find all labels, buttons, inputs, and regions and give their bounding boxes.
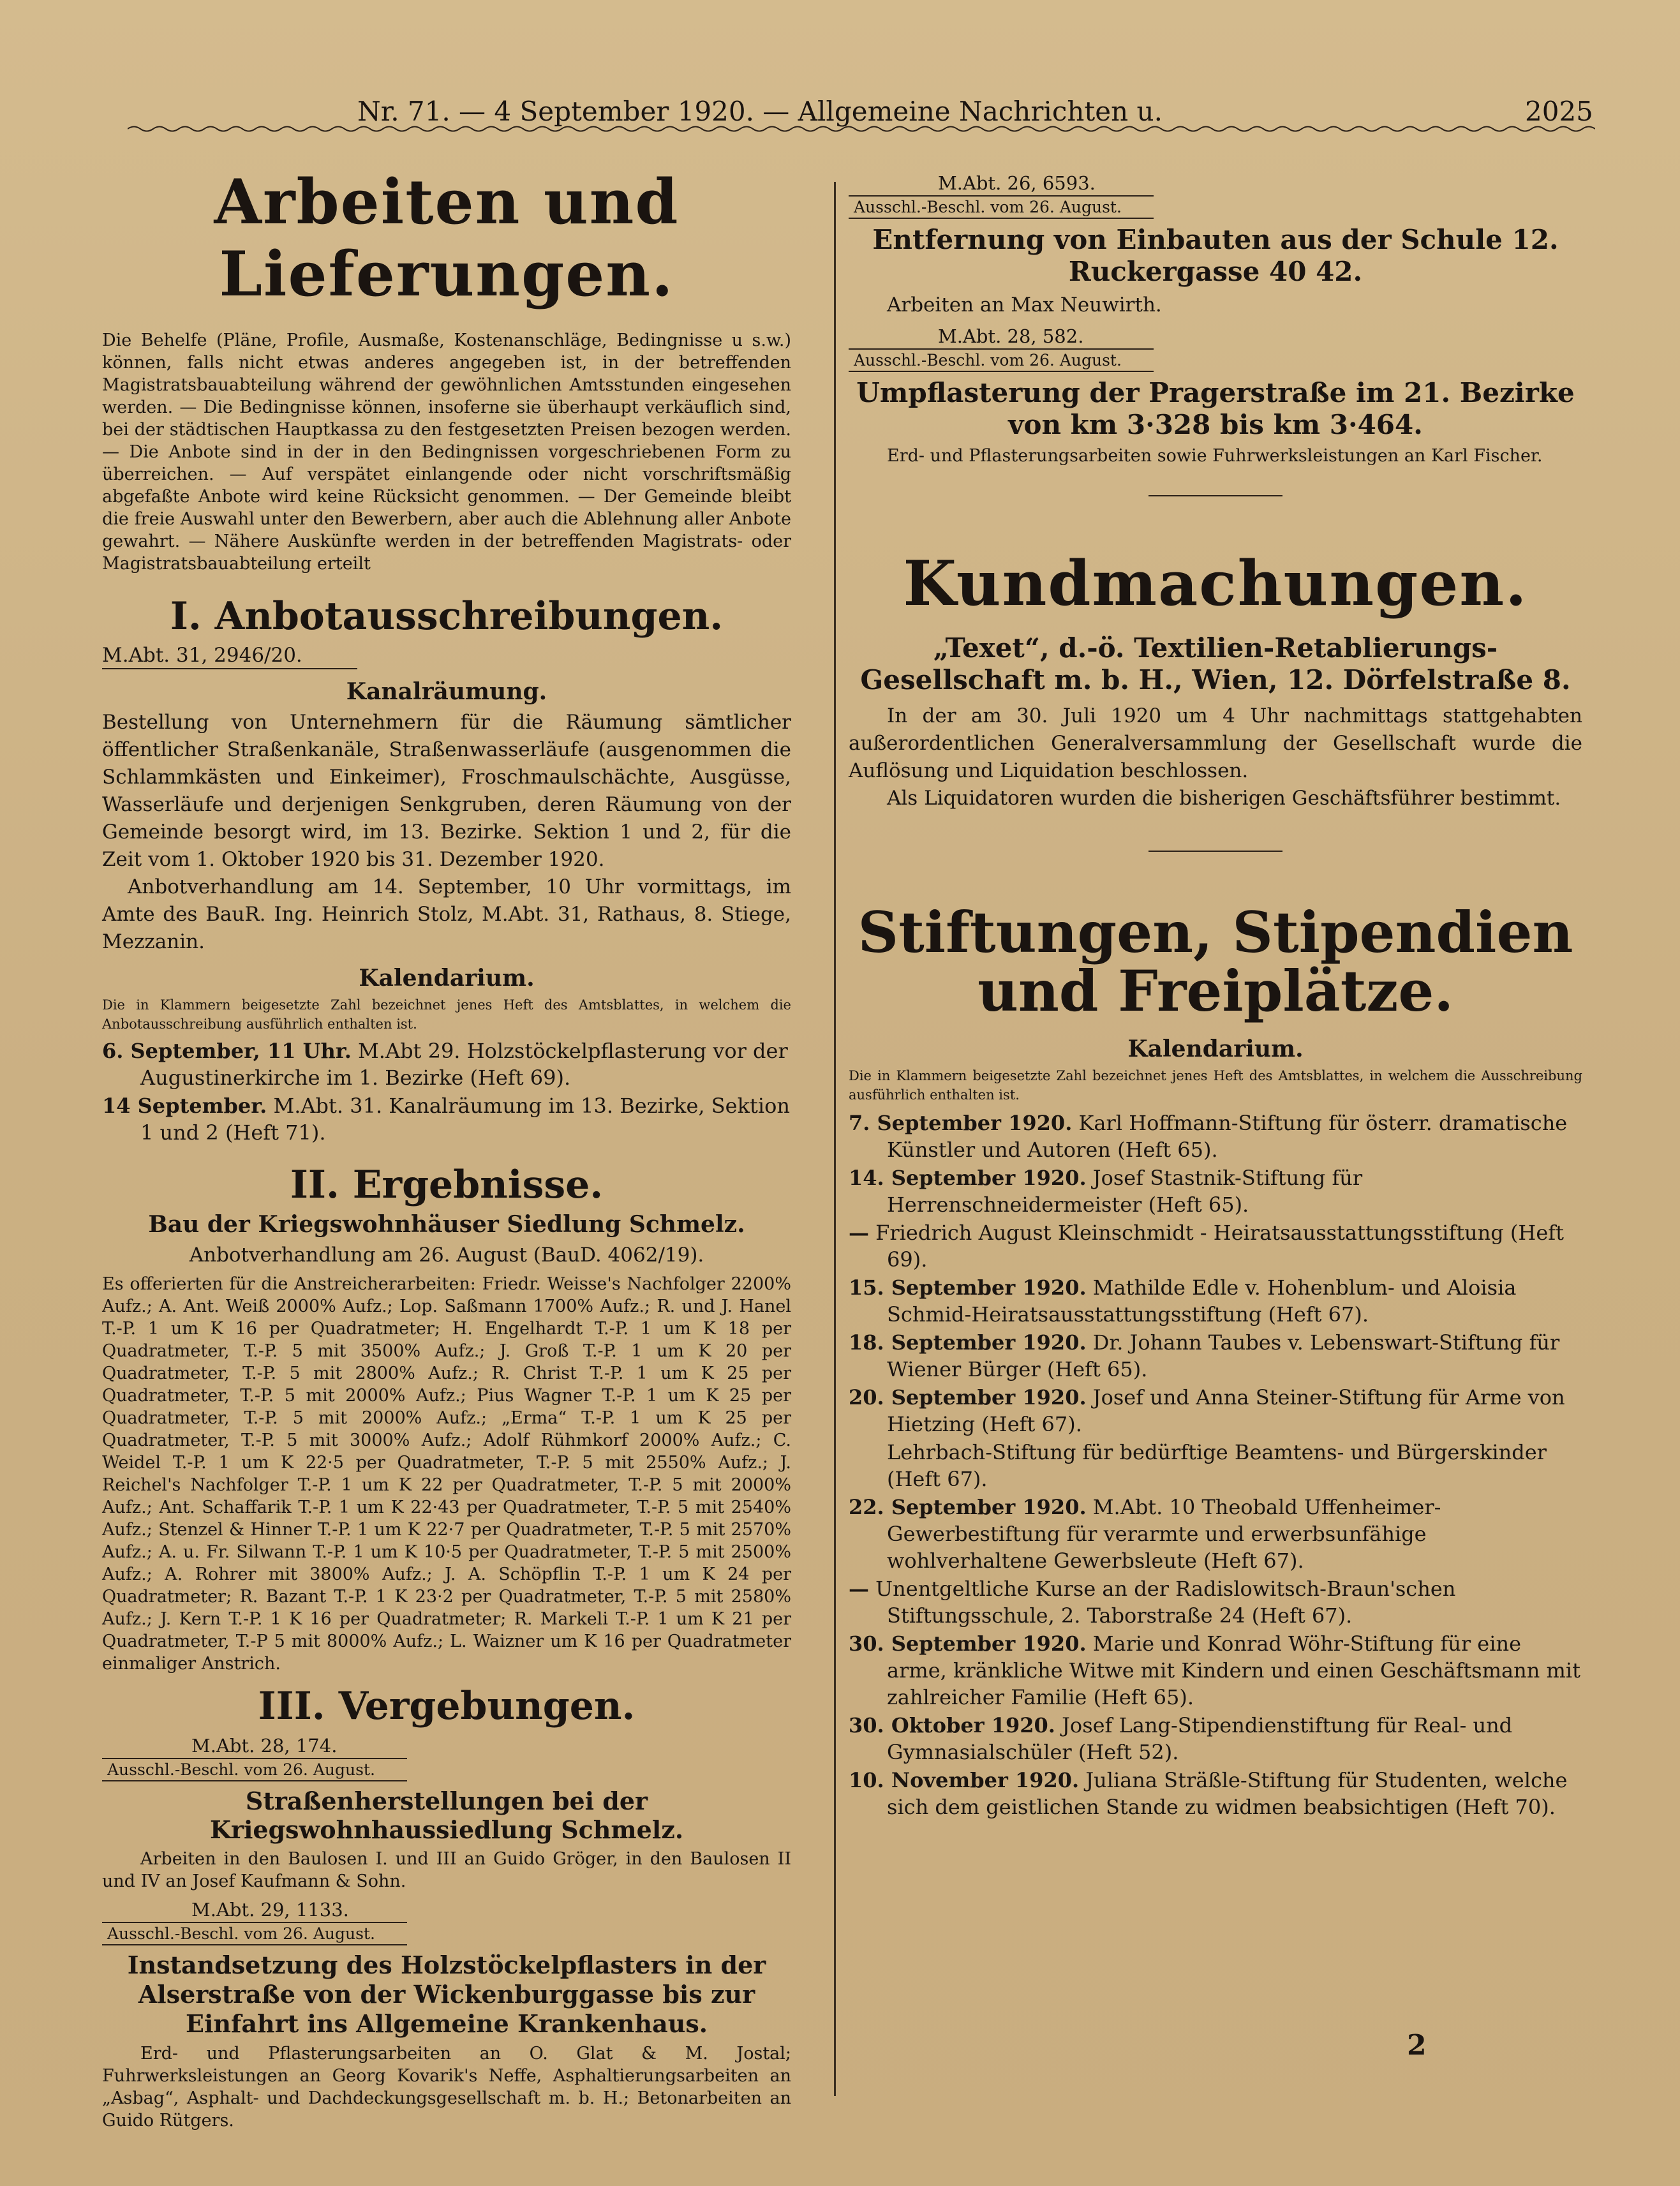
kalendarium-heading-left: Kalendarium. [359,965,535,992]
vergebungen-heading: III. Vergebungen. [258,1684,636,1729]
list-item: 14 September. M.Abt. 31. Kanalräumung im 13. Bezirke, Sektion 1 und 2 (Heft 71). [102,1094,790,1145]
list-item: 15. September 1920. Mathilde Edle v. Hohenblum- und Aloisia Schmid-Heiratsausstattungsstiftung (Heft 67). [849,1275,1517,1327]
list-item: Lehrbach-Stiftung für bedürftige Beamtens- und Bürgerskinder (Heft 67). [887,1440,1547,1491]
section-title-stiftungen: Stiftungen, Stipendien und Freiplätze. [858,899,1573,1024]
list-item: 14. September 1920. Josef Stastnik-Stiftung für Herrenschneidermeister (Heft 65). [849,1166,1363,1217]
column-divider [834,182,836,2096]
kundmachung-subheading: „Texet“, d.-ö. Textilien-Retablierungs-Gesellschaft m. b. H., Wien, 12. Dörfelstraße 8. [860,632,1571,695]
divider-rule [1148,851,1282,852]
kundmachung-text-2: Als Liquidatoren wurden die bisherigen Geschäftsführer bestimmt. [887,787,1561,810]
vergebung-text: Arbeiten in den Baulosen I. und III an Guido Gröger, in den Baulosen II und IV an Josef Kaufmann & Sohn. [102,1849,791,1891]
list-item: 7. September 1920. Karl Hoffmann-Stiftung für österr. dramatische Künstler und Autoren (Heft 65). [849,1111,1568,1162]
vergebung-ref: M.Abt. 26, 6593. [938,172,1096,194]
divider-rule [1148,495,1282,496]
page-number: 2025 [1525,96,1593,127]
intro-text: Die Behelfe (Pläne, Profile, Ausmaße, Kostenanschläge, Bedingnisse u s.w.) können, falls nicht etwas anderes angegeben ist, in der betreffenden Magistratsbauabteilung während der gewöhnlichen Amtsstunden eingesehen werden. — Die Bedingnisse können, insoferne sie überhaupt verkäuflich sind, bei der städtischen Hauptkassa zu den festgesetzten Preisen bezogen werden. — Die Anbote sind in der in den Bedingnissen vorgeschriebenen Form zu überreichen. — Auf verspätet einlangende oder nicht vorschriftsmäßig abgefaßte Anbote wird keine Rücksicht genommen. — Der Gemeinde bleibt die freie Auswahl unter den Bewerbern, aber auch die Ablehnung aller Anbote gewahrt. — Nähere Auskünfte werden in der betreffenden Magistrats- oder Magistratsbauabteilung erteilt [102,331,791,574]
list-item: 20. September 1920. Josef und Anna Steiner-Stiftung für Arme von Hietzing (Heft 67). [849,1385,1565,1436]
ergebnisse-text: Es offerierten für die Anstreicherarbeiten: Friedr. Weisse's Nachfolger 2200% Aufz.; A. Ant. Weiß 2000% Aufz.; Lop. Saßmann 1700% Aufz.; R. und J. Hanel T.-P. 1 um K 16 per Quadratmeter; H. Engelhardt T.-P. 1 um K 18 per Quadratmeter, T.-P. 5 mit 3500% Aufz.; J. Groß T.-P. 1 um K 20 per Quadratmeter, T.-P. 5 mit 2800% Aufz.; R. Christ T.-P. 1 um K 25 per Quadratmeter, T.-P. 5 mit 2000% Aufz.; Pius Wagner T.-P. 1 um K 25 per Quadratmeter, T.-P. 5 mit 2000% Aufz.; „Erma“ T.-P. 1 um K 25 per Quadratmeter, T.-P. 5 mit 3000% Aufz.; Adolf Rühmkorf 2000% Aufz.; C. Weidel T.-P. 1 um K 22·5 per Quadratmeter, T.-P. 5 mit 2550% Aufz.; J. Reichel's Nachfolger T.-P. 1 um K 22 per Quadratmeter, T.-P. 5 mit 2000% Aufz.; Ant. Schaffarik T.-P. 1 um K 22·43 per Quadratmeter, T.-P. 5 mit 2540% Aufz.; Stenzel & Hinner T.-P. 1 um K 22·7 per Quadratmeter, T.-P. 5 mit 2570% Aufz.; A. u. Fr. Silwann T.-P. 1 um K 10·5 per Quadratmeter, T.-P. 5 mit 2500% Aufz.; A. Rohrer mit 3800% Aufz.; J. A. Schöpflin T.-P. 1 um K 24 per Quadratmeter; R. Bazant T.-P. 1 K 23·2 per Quadratmeter, T.-P. 5 mit 2580% Aufz.; J. Kern T.-P. 1 K 16 per Quadratmeter; R. Markeli T.-P. 1 um K 21 per Quadratmeter, T.-P 5 mit 8000% Aufz.; L. Waizner um K 16 per Quadratmeter einmaliger Anstrich. [102,1274,791,1674]
section-title-kundmachungen: Kundmachungen. [903,547,1528,620]
anbot-ref: M.Abt. 31, 2946/20. [102,644,357,669]
kanal-text: Bestellung von Unternehmern für die Räumung sämtlicher öffentlicher Straßenkanäle, Straßenwasserläufe (ausgenommen die Schlammkästen und Einkeimer), Froschmaulschächte, Ausgüsse, Wasserläufe und derjenigen Senkgruben, deren Räumung von der Gemeinde besorgt wird, im 13. Bezirke. Sektion 1 und 2, für die Zeit vom 1. Oktober 1920 bis 31. Dezember 1920. [102,711,791,871]
vergebung-stamp: Ausschl.-Beschl. vom 26. August. [102,1758,407,1781]
vergebung-title: Umpflasterung der Pragerstraße im 21. Bezirke von km 3·328 bis km 3·464. [856,377,1575,440]
list-item: 18. September 1920. Dr. Johann Taubes v. Lebenswart-Stiftung für Wiener Bürger (Heft 65). [849,1330,1560,1381]
vergebung-ref: M.Abt. 28, 174. [191,1735,338,1757]
vergebung-stamp: Ausschl.-Beschl. vom 26. August. [849,348,1154,372]
list-item: 6. September, 11 Uhr. M.Abt 29. Holzstöckelpflasterung vor der Augustinerkirche im 1. Bezirke (Heft 69). [102,1039,788,1090]
vergebung-item [849,325,1582,467]
vergebung-ref: M.Abt. 28, 582. [938,325,1084,347]
right-column [849,172,1582,1822]
vergebung-text: Erd- und Pflasterungsarbeiten sowie Fuhrwerksleistungen an Karl Fischer. [887,446,1543,466]
list-item: 30. September 1920. Marie und Konrad Wöhr-Stiftung für eine arme, kränkliche Witwe mit Kindern und einen Geschäftsmann mit zahlreicher Familie (Heft 65). [849,1632,1580,1709]
kalendarium-heading-right: Kalendarium. [1127,1036,1304,1062]
list-item: 10. November 1920. Juliana Sträßle-Stiftung für Studenten, welche sich dem geistlichen Stande zu widmen beabsichtigen (Heft 70). [849,1768,1568,1819]
vergebung-title: Instandsetzung des Holzstöckelpflasters in der Alserstraße von der Wickenburggasse bis zur Einfahrt ins Allgemeine Krankenhaus. [127,1951,766,2038]
kalendarium-note-right: Die in Klammern beigesetzte Zahl bezeichnet jenes Heft des Amtsblattes, in welchem die Ausschreibung ausführlich enthalten ist. [849,1068,1582,1103]
kanal-heading: Kanalräumung. [346,678,547,705]
vergebung-ref: M.Abt. 29, 1133. [191,1899,349,1921]
vergebung-item [102,1735,791,1892]
left-column [102,166,791,2132]
ergebnisse-subheading: Bau der Kriegswohnhäuser Siedlung Schmelz. [148,1211,745,1238]
vergebung-item [849,172,1582,319]
vergebung-stamp: Ausschl.-Beschl. vom 26. August. [102,1922,407,1945]
ergebnisse-line: Anbotverhandlung am 26. August (BauD. 4062/19). [189,1244,704,1267]
list-item: 22. September 1920. M.Abt. 10 Theobald Uffenheimer-Gewerbestiftung für verarmte und erwerbsunfähige wohlverhaltene Gewerbsleute (Heft 67). [849,1495,1441,1573]
list-item: — Friedrich August Kleinschmidt - Heiratsausstattungsstiftung (Heft 69). [849,1221,1564,1272]
signature-mark: 2 [1407,2029,1427,2062]
kalendarium-note-left: Die in Klammern beigesetzte Zahl bezeichnet jenes Heft des Amtsblattes, in welchem die Anbotausschreibung ausführlich enthalten ist. [102,997,791,1032]
anbot-heading: I. Anbotausschreibungen. [170,594,724,639]
wavy-rule [128,124,1595,133]
list-item: — Unentgeltliche Kurse an der Radislowitsch-Braun'schen Stiftungsschule, 2. Taborstraße 24 (Heft 67). [849,1577,1456,1628]
kundmachung-text: In der am 30. Juli 1920 um 4 Uhr nachmittags stattgehabten außerordentlichen Generalversammlung der Gesellschaft wurde die Auflösung und Liquidation beschlossen. [849,704,1582,782]
list-item: 30. Oktober 1920. Josef Lang-Stipendienstiftung für Real- und Gymnasialschüler (Heft 52). [849,1713,1513,1764]
ergebnisse-heading: II. Ergebnisse. [290,1163,604,1207]
kanal-verhandlung: Anbotverhandlung am 14. September, 10 Uhr vormittags, im Amte des BauR. Ing. Heinrich Stolz, M.Abt. 31, Rathaus, 8. Stiege, Mezzanin. [102,875,791,953]
kalendarium-list-right [849,1110,1582,1820]
vergebung-item [102,1899,791,2132]
vergebung-stamp: Ausschl.-Beschl. vom 26. August. [849,195,1154,219]
vergebung-text: Erd- und Pflasterungsarbeiten an O. Glat & M. Jostal; Fuhrwerksleistungen an Georg Kovarik's Neffe, Asphaltierungsarbeiten an „Asbag“, Asphalt- und Dachdeckungsgesellschaft m. b. H.; Betonarbeiten an Guido Rütgers. [102,2044,791,2130]
vergebung-text: Arbeiten an Max Neuwirth. [887,294,1162,316]
vergebung-title: Entfernung von Einbauten aus der Schule 12. Ruckergasse 40 42. [872,224,1559,287]
kalendarium-list-left [102,1037,791,1146]
issue-header: Nr. 71. — 4 September 1920. — Allgemeine Nachrichten u. [357,96,1163,127]
vergebung-title: Straßenherstellungen bei der Kriegswohnhaussiedlung Schmelz. [209,1787,684,1844]
section-title-arbeiten: Arbeiten und Lieferungen. [214,166,680,310]
